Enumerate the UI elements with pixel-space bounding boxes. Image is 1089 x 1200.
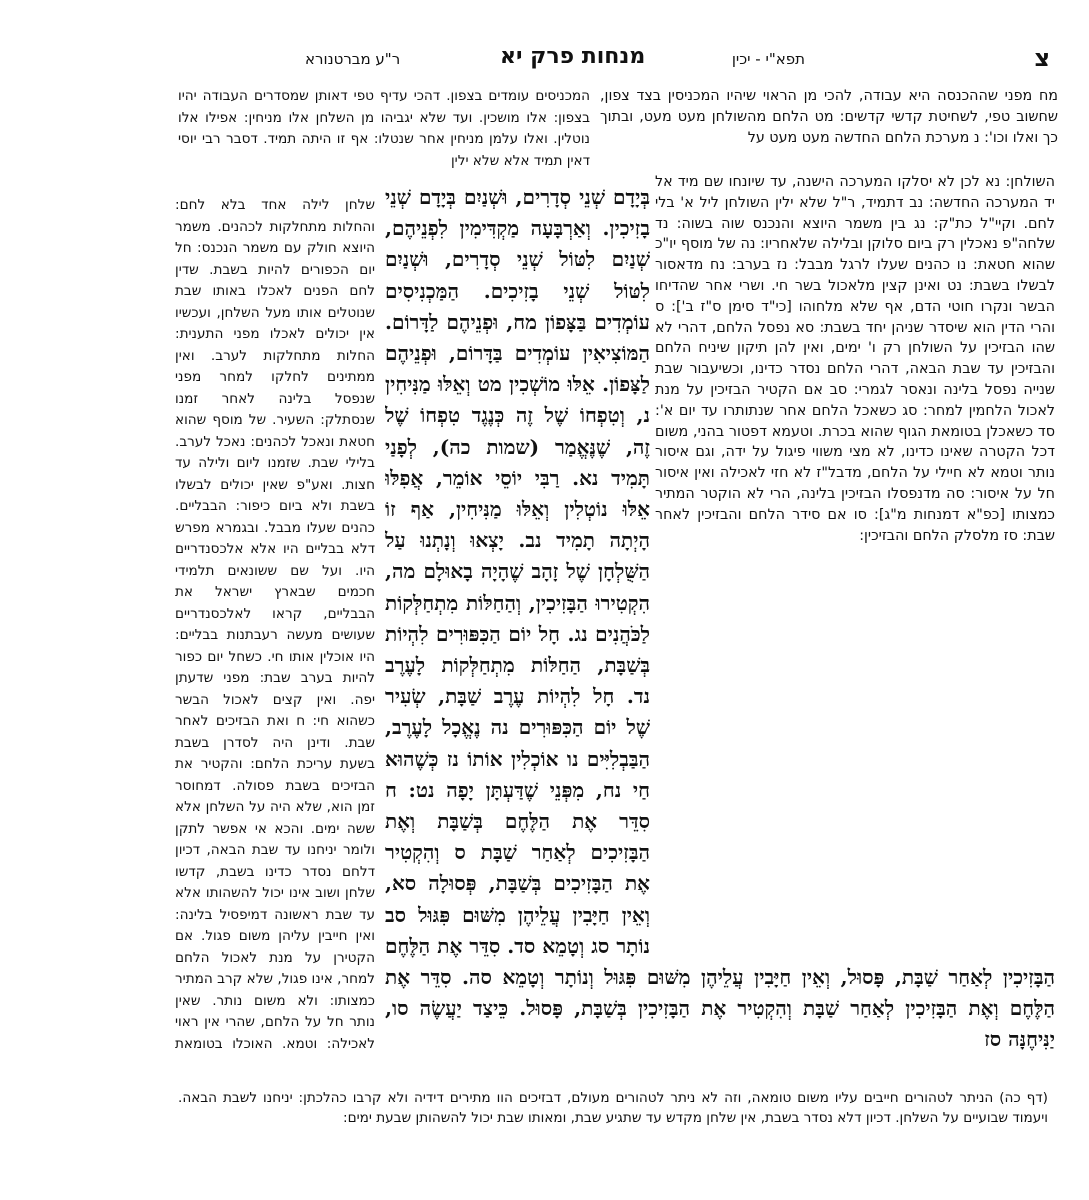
mishnah-text: בְּיָדָם שְׁנֵי סְדָרִים, וּשְׁנַיִם בְּיָדָם שְׁנֵי בָזִיכִין. וְאַרְבָּעָה מַקְדִּימִין לִפְנֵיהֶם, שְׁנַיִם לִטּוֹל שְׁנֵי סְדָרִים, וּשְׁנַיִם לִטּוֹל שְׁנֵי בָזִיכִים. הַמַּכְנִיסִים עוֹמְדִים בַּצָּפוֹן מח, וּפְנֵיהֶם לַדָּרוֹם. הַמּוֹצִיאִין עוֹמְדִים בַּדָּרוֹם, וּפְנֵיהֶם לַצָּפוֹן. אֵלּוּ מוֹשְׁכִין מט וְאֵלּוּ מַנִּיחִין נ, וְטִפְחוֹ שֶׁל זֶה כְּנֶגֶד טִפְחוֹ שֶׁל זֶה, שֶׁנֶּאֱמַר (שמות כה), לְפָנַי תָּמִיד נא. רַבִּי יוֹסֵי אוֹמֵר, אֲפִלּוּ אֵלּוּ נוֹטְלִין וְאֵלּוּ מַנִּיחִין, אַף זוֹ הָיְתָה תָמִיד נב. יָצְאוּ וְנָתְנוּ עַל הַשֻּׁלְחָן שֶׁל זָהָב שֶׁהָיָה בָאוּלָם מה, הִקְטִירוּ הַבָּזִיכִין, וְהַחַלּוֹת מִתְחַלְּקוֹת לַכֹּהֲנִים נג. חָל יוֹם הַכִּפּוּרִים לִהְיוֹת בְּשַׁבָּת, הַחַלּוֹת מִתְחַלְּקוֹת לָעֶרֶב נד. חָל לִהְיוֹת עֶרֶב שַׁבָּת, שְׂעִיר שֶׁל יוֹם הַכִּפּוּרִים נה נֶאֱכָל לָעֶרֶב, הַבַּבְלִיִּים נו אוֹכְלִין אוֹתוֹ נז כְּשֶׁהוּא חַי נח, מִפְּנֵי שֶׁדַּעְתָּן יָפָה נט: ח סִדֵּר אֶת הַלֶּחֶם בְּשַׁבָּת וְאֶת הַבָּזִיכִים לְאַחַר שַׁבָּת ס וְהִקְטִיר אֶת הַבָּזִיכִים בְּשַׁבָּת, פְּסוּלָה סא, וְאֵין חַיָּבִין עֲלֵיהֶן מִשּׁוּם פִּגּוּל סב נוֹתָר סג וְטָמֵא סד. סִדֵּר אֶת הַלֶּחֶם [385,185,650,958]
bartenura-commentary-column [175,195,375,1055]
mishnah-text-bottom [385,962,1055,1088]
bartenura-commentary-top [178,86,590,194]
tiferet-text-top: מח מפני שההכנסה היא עבודה, להכי מן הראוי שיהיו המכניסין בצד צפון, שחשוב טפי, לשחיטת קדשי קדשים: מט הלחם מהשולחן מעט מעט, ובתוך כך ואלו וכו': נ מערכת הלחם החדשה מעט מעט על [600,88,1058,146]
footer-text: (דף כה) הניתר לטהורים חייבים עליו משום טומאה, וזה לא ניתר לטהורים מעולם, דבזיכים הוו מתירים דידיה ולא קרבו כהלכתן: יניחנו לשבת הבאה. ויעמוד שבועיים על השלחן. דכיון דלא נסדר בשבת, אין שלחן מקדש עד שתגיע שבת, ומאותו שבת יכול להשהותן שבעת ימים: [178,1090,1048,1126]
page-number: צ [1034,44,1050,72]
chapter-title: מנחות פרק יא [500,44,646,69]
bartenura-label: ר"ע מברטנורא [305,50,401,68]
bartenura-text-top: המכניסים עומדים בצפון. דהכי עדיף טפי דאותן שמסדרים העבודה יהיו בצפון: אלו מושכין. ועד שלא יגביהו מן השלחן אלו מניחין: אפילו אלו נוטלין. ואלו עלמן מניחין אחר שנטלו: אף זו היתה תמיד. דסבר רבי יוסי דאין תמיד אלא שלא ילין [178,88,590,169]
tiferet-commentary-top [600,86,1058,172]
tiferet-commentary-column [655,172,1055,962]
bartenura-text-column: שלחן לילה אחד בלא לחם: והחלות מתחלקות לכהנים. משמר היוצא חולק עם משמר הנכנס: חל יום הכפורים להיות בשבת. שדין לחם הפנים לאכלו באותו שבת שנוטלים אותו מעל השלחן, ועכשיו אין יכולים לאכלו מפני התענית: החלות מתחלקות לערב. ואין ממתינים לחלקו למחר מפני שנפסל בלינה לאחר זמנו שנסתלק: השעיר. של מוסף שהוא חטאת ונאכל לכהנים: נאכל לערב. בלילי שבת. שזמנו ליום ולילה עד חצות. ואע"פ שאין יכולים לבשלו בשבת ולא ביום כיפור: הבבליים. כהנים שעלו מבבל. ובגמרא מפרש דלא בבליים היו אלא אלכסנדריים היו. ועל שם ששונאים תלמידי חכמים שבארץ ישראל את הבבליים, קראו לאלכסנדריים שעושים מעשה רעבתנות בבליים: היו אוכלין אותו חי. כשחל יום כפור להיות בערב שבת: מפני שדעתן יפה. ואין קצים לאכול הבשר כשהוא חי: ח ואת הבזיכים לאחר שבת. ודינן היה לסדרן בשבת בשעת עריכת הלחם: והקטיר את הבזיכים בשבת פסולה. דמחוסר זמן הוא, שלא היה על השלחן אלא ששה ימים. והכא אי אפשר לתקן ולומר יניחנו עד שבת הבאה, דכיון דלחם נסדר כדינו בשבת, קדשו שלחן ושוב אינו יכול להשהותו אלא עד שבת ראשונה דמיפסיל בלינה: ואין חייבין עליהן משום פגול. אם הקטירן על מנת לאכול הלחם למחר, אינו פגול, שלא קרב המתיר כמצותו: ולא משום נותר. שאין נותר חל על הלחם, שהרי אין ראוי לאכילה: וטמא. האוכלו בטומאת [175,197,375,1052]
page-header [170,44,1060,74]
mishnah-text-bottom-lines: הַבָּזִיכִין לְאַחַר שַׁבָּת, פָּסוּל, וְאֵין חַיָּבִין עֲלֵיהֶן מִשּׁוּם פִּגּוּל וְנוֹתָר וְטָמֵא סה. סִדֵּר אֶת הַלֶּחֶם וְאֶת הַבָּזִיכִין לְאַחַר שַׁבָּת וְהִקְטִיר אֶת הַבָּזִיכִין בְּשַׁבָּת, פָּסוּל. כֵּיצַד יַעֲשֶׂה סו, יַנִּיחֶנָּה סז [385,965,1055,1052]
tiferet-yisrael-label: תפא"י - יכין [731,50,805,68]
mishnah-text-column [385,182,650,962]
bartenura-footer [178,1088,1048,1152]
tiferet-text-column: השולחן: נא לכן לא יסלקו המערכה הישנה, עד שיונחו שם מיד אל יד המערכה החדשה: נב דתמיד, ר"ל שלא ילין השולחן ליל א' בלי לחם. וקיי"ל כת"ק: נג בין משמר היוצא והנכנס שוה בשוה: נד שלחה"פ נאכלין רק ביום סלוקן ובלילה שלאחריו: נה של מוסף יו"כ שהוא חטאת: נו כהנים שעלו לרגל מבבל: נז בערב: נח מדאסור לבשלו בשבת: נט ואינן קצין מלאכול בשר חי. ושרי אחר שהדיחו הבשר ונקרו חוטי הדם, אף שלא מלחוהו [כי"ד סימן ס"ז ב']: ס והרי הדין הוא שיסדר שניהן יחד בשבת: סא נפסל הלחם, דהרי לא שהו הבזיכין על השולחן רק ו' ימים, ואין להן תיקון שיניח הלחם והבזיכין עד שבת הבאה, דהרי הלחם נסדר כדינו, וכשיעבור שבת שנייה נפסל בלינה ונאסר לגמרי: סב אם הקטיר הבזיכין על מנת לאכול הלחמין למחר: סג כשאכל הלחם אחר שנתותרו עד יום א': סד כשאכלן בטומאת הגוף שהוא בכרת. וטעמא דפטור בהני, משום דכל הקטרה שאינו כדינו, לא מצי משווי פיגול על ידה, וגם איסור נותר וטמא לא חיילי על הלחם, מדבל"ז לא חזי לאכילה ואין איסור חל על איסור: סה מדנפסלו הבזיכין בלינה, הרי לא הוקטר המתיר כמצותו [כפ"א דמנחות מ"ג]: סו אם סידר הלחם והבזיכין לאחר שבת: סז מלסלק הלחם והבזיכין: [655,174,1055,544]
